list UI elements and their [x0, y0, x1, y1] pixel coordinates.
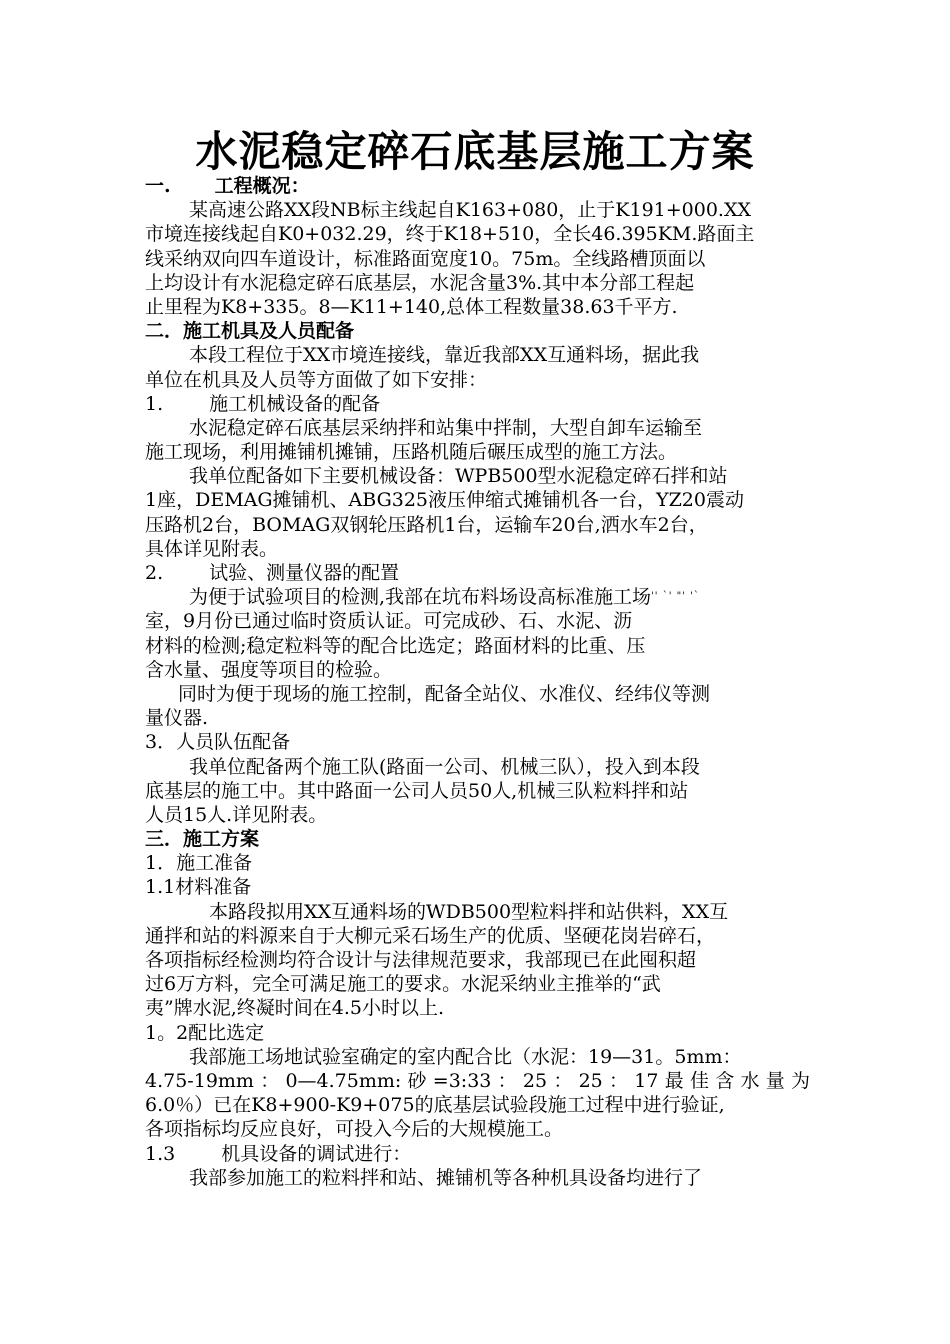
document-title: 水泥稳定碎石底基层施工方案 [195, 127, 755, 176]
line-text: 材料的检测;稳定粒料等的配合比选定；路面材料的比重、压 [145, 634, 646, 657]
line-text: 各项指标经检测均符合设计与法律规范要求，我部现已在此囤积超 [145, 949, 697, 971]
line-text: 1.1材料准备 [145, 876, 252, 899]
line-text: 三．施工方案 [145, 828, 260, 851]
line-text: 本路段拟用XX互通料场的WDB500型粒料拌和站供料，XX互 [209, 900, 729, 923]
text-line [145, 222, 810, 246]
line-text: 各项指标均反应良好，可投入今后的大规模施工。 [145, 1118, 564, 1141]
line-text: 二．施工机具及人员配备 [145, 320, 355, 343]
text-line [145, 706, 810, 730]
line-text: 线采纳双向四车道设计，标准路面宽度10。75m。全线路槽顶面以 [145, 247, 706, 270]
line-text: 施工现场，利用摊铺机摊铺，压路机随后碾压成型的施工方法。 [145, 441, 678, 464]
line-text: 通拌和站的料源来自于大柳元采石场生产的优质、坚硬花岗岩碎石， [145, 924, 716, 947]
text-line [145, 1142, 810, 1166]
text-line [145, 996, 810, 1020]
text-line [145, 174, 810, 198]
text-line [145, 319, 810, 343]
line-text: 4.75-19mm：0—4.75mm:砂=3:33：25：25：17最佳含水量为 [145, 1069, 810, 1092]
text-line [145, 1069, 810, 1093]
line-text: 过6万方料，完全可满足施工的要求。水泥采纳业主推举的“武 [145, 973, 661, 996]
line-text: 机具设备的调试进行： [221, 1142, 412, 1165]
line-text: 压路机2台，BOMAG双钢轮压路机1台，运输车20台,洒水车2台， [145, 513, 708, 536]
text-line [145, 803, 810, 827]
text-line [145, 658, 810, 682]
line-text: 市境连接线起自K0+032.29，终于K18+510，全长46.395KM.路面主 [145, 223, 755, 246]
text-line [145, 1093, 810, 1117]
line-text: 我部参加施工的粒料拌和站、摊铺机等各种机具设备均进行了 [189, 1166, 703, 1189]
text-line [145, 392, 810, 416]
line-text: 夷”牌水泥,终凝时间在4.5小时以上. [145, 997, 445, 1020]
line-text: 单位在机具及人员等方面做了如下安排： [145, 368, 488, 391]
line-text: 底基层的施工中。其中路面一公司人员50人,机械三队粒料拌和站 [145, 779, 689, 802]
line-text: 施工机械设备的配备 [209, 392, 381, 415]
line-text: 室，9月份已通过临时资质认证。可完成砂、石、水泥、沥 [145, 610, 633, 633]
line-tail: '' `' "' '` [651, 591, 700, 603]
text-line [145, 561, 810, 585]
line-text: 我单位配备如下主要机械设备：WPB500型水泥稳定碎石拌和站 [189, 465, 728, 488]
line-text: 3．人员队伍配备 [145, 731, 291, 754]
line-text: 1座，DEMAG摊铺机、ABG325液压伸缩式摊铺机各一台，YZ20震动 [145, 489, 744, 512]
text-line [145, 1117, 810, 1141]
text-line [145, 488, 810, 512]
text-line [145, 755, 810, 779]
text-line [145, 464, 810, 488]
line-text: 水泥稳定碎石底基层采纳拌和站集中拌制，大型自卸车运输至 [189, 416, 703, 439]
text-line [145, 416, 810, 440]
text-line [145, 827, 810, 851]
text-line [145, 924, 810, 948]
line-text: 我部施工场地试验室确定的室内配合比（水泥：19—31。5mm： [189, 1045, 742, 1068]
text-line [145, 295, 810, 319]
text-line [145, 875, 810, 899]
line-text: 上均设计有水泥稳定碎石底基层，水泥含量3%.其中本分部工程起 [145, 271, 695, 294]
line-text: 为便于试验项目的检测,我部在坑布料场设高标准施工场 [189, 586, 652, 609]
line-text: 我单位配备两个施工队(路面一公司、机械三队），投入到本段 [189, 755, 700, 778]
line-text: 同时为便于现场的施工控制，配备全站仪、水准仪、经纬仪等测 [178, 682, 711, 705]
text-line [145, 730, 810, 754]
line-text: 6.0％）已在K8+900-K9+075的底基层试验段施工过程中进行验证, [145, 1094, 725, 1117]
line-text: 量仪器. [145, 707, 209, 730]
text-line [145, 585, 810, 609]
line-text: 具体详见附表。 [145, 537, 279, 560]
text-line [145, 634, 810, 658]
line-text: 试验、测量仪器的配置 [209, 562, 400, 584]
text-line [145, 1166, 810, 1190]
text-line [145, 779, 810, 803]
line-text: 某高速公路XX段NB标主线起自K163+080，止于K191+000.XX [189, 199, 752, 222]
line-text: 含水量、强度等项目的检验。 [145, 658, 393, 681]
line-number: 一. [145, 175, 171, 197]
text-line [145, 900, 810, 924]
text-line [145, 368, 810, 392]
text-line [145, 343, 810, 367]
text-line [145, 271, 810, 295]
line-number: 1. [145, 392, 164, 415]
text-line [145, 198, 810, 222]
text-line [145, 247, 810, 271]
document-body [145, 174, 810, 1190]
text-line [145, 948, 810, 972]
line-number: 1.3 [145, 1142, 176, 1165]
line-text: 1。2配比选定 [145, 1021, 265, 1044]
text-line [145, 513, 810, 537]
text-line [145, 972, 810, 996]
line-text: 人员15人.详见附表。 [145, 803, 328, 826]
text-line [145, 609, 810, 633]
text-line [145, 1045, 810, 1069]
text-line [145, 1021, 810, 1045]
line-number: 2. [145, 562, 164, 584]
text-line [145, 440, 810, 464]
text-line [145, 682, 810, 706]
text-line [145, 851, 810, 875]
line-text: 1．施工准备 [145, 852, 253, 875]
line-text: 本段工程位于XX市境连接线，靠近我部XX互通料场，据此我 [189, 344, 700, 367]
line-text: 止里程为K8+335。8—K11+140,总体工程数量38.63千平方. [145, 295, 678, 318]
line-text: 工程概况： [214, 175, 310, 197]
text-line [145, 537, 810, 561]
